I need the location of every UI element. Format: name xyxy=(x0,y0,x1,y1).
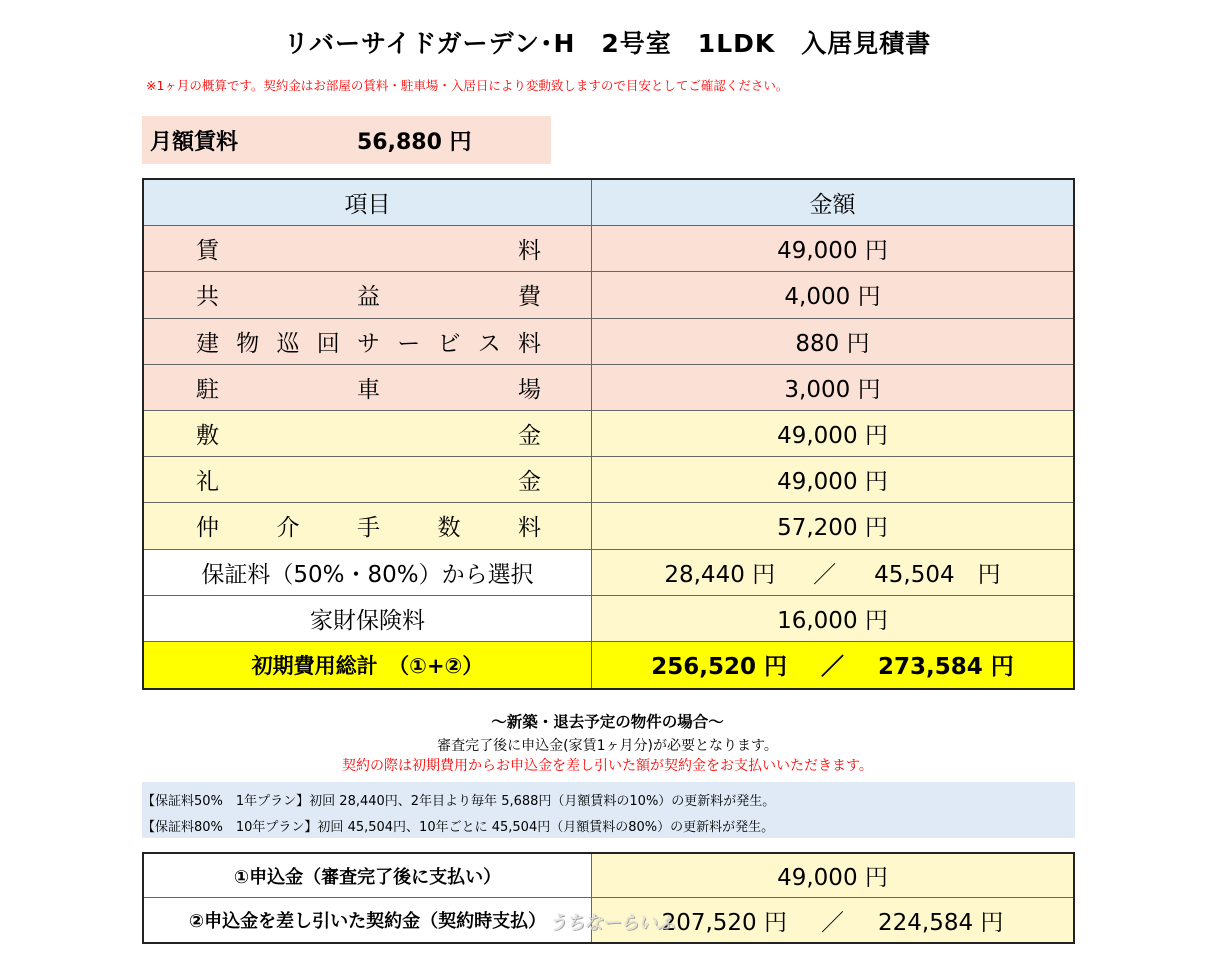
item-label: 共 益 費 xyxy=(144,272,592,317)
guarantee-label: 保証料（50%・80%）から選択 xyxy=(144,550,592,595)
item-label: 駐 車 場 xyxy=(144,365,592,410)
total-label: 初期費用総計 （①+②） xyxy=(144,642,592,688)
monthly-rent-label: 月額賃料 xyxy=(150,129,239,155)
item-amount: 3,000 円 xyxy=(784,376,881,403)
item-amount: 880 円 xyxy=(795,330,870,357)
table-row xyxy=(144,411,1073,457)
guarantee-amounts xyxy=(592,550,1073,595)
deposit-amount: 49,000 円 xyxy=(592,854,1073,897)
total-amount-80: 273,584 円 xyxy=(878,654,1014,681)
header-amount: 金額 xyxy=(809,192,856,219)
guarantee-plans-box xyxy=(142,782,1075,838)
monthly-rent-box xyxy=(142,116,551,164)
deposit-label: ①申込金（審査完了後に支払い） xyxy=(144,854,592,897)
total-row xyxy=(144,642,1073,688)
table-row xyxy=(144,319,1073,365)
item-amount: 57,200 円 xyxy=(777,515,888,542)
insurance-amount: 16,000 円 xyxy=(592,596,1073,641)
monthly-rent-value: 56,880 円 xyxy=(357,129,472,155)
amount-separator: ／ xyxy=(821,909,844,936)
table-row xyxy=(144,503,1073,549)
contract-amount-50: 207,520 円 xyxy=(661,909,787,936)
cost-table xyxy=(142,178,1075,690)
item-label: 敷 金 xyxy=(144,411,592,456)
total-amounts xyxy=(592,642,1073,688)
table-row xyxy=(144,226,1073,272)
new-build-note: 審査完了後に申込金(家賃1ヶ月分)が必要となります。 xyxy=(437,738,778,754)
total-amount-50: 256,520 円 xyxy=(651,654,787,681)
item-amount: 49,000 円 xyxy=(777,238,888,265)
item-amount: 49,000 円 xyxy=(777,469,888,496)
item-label: 仲 介 手 数 料 xyxy=(144,503,592,548)
document-title: リバーサイドガーデン･H 2号室 1LDK 入居見積書 xyxy=(283,29,932,58)
guarantee-amount-50: 28,440 円 xyxy=(664,561,776,588)
new-build-warning: 契約の際は初期費用からお申込金を差し引いた額が契約金をお支払いいただきます。 xyxy=(342,758,873,774)
guarantee-amount-80: 45,504 円 xyxy=(874,561,1001,588)
item-amount: 4,000 円 xyxy=(784,284,881,311)
table-row xyxy=(144,365,1073,411)
item-label: 礼 金 xyxy=(144,457,592,502)
new-build-heading: ～新築・退去予定の物件の場合～ xyxy=(491,713,724,731)
header-item: 項目 xyxy=(144,180,592,225)
plan-80: 【保証料80% 10年プラン】初回 45,504円、10年ごとに 45,504円（月額賃料の80%）の更新料が発生。 xyxy=(142,820,775,835)
plan-50: 【保証料50% 1年プラン】初回 28,440円、2年目より毎年 5,688円（月額賃料の10%）の更新料が発生。 xyxy=(142,794,776,809)
table-row xyxy=(144,457,1073,503)
amount-separator: ／ xyxy=(813,561,837,588)
insurance-label: 家財保険料 xyxy=(144,596,592,641)
item-amount: 49,000 円 xyxy=(777,423,888,450)
item-label: 賃 料 xyxy=(144,226,592,271)
amount-separator: ／ xyxy=(821,654,844,681)
payment-row xyxy=(144,854,1073,898)
estimate-note: ※1ヶ月の概算です。契約金はお部屋の賃料・駐車場・入居日により変動致しますので目安としてご確認ください。 xyxy=(146,78,789,93)
guarantee-row xyxy=(144,550,1073,596)
item-label: 建 物 巡 回 サ ー ビ ス 料 xyxy=(144,319,592,364)
table-header xyxy=(144,180,1073,226)
contract-label: ②申込金を差し引いた契約金（契約時支払） xyxy=(144,898,592,942)
table-row xyxy=(144,272,1073,318)
contract-amount-80: 224,584 円 xyxy=(878,909,1004,936)
insurance-row xyxy=(144,596,1073,642)
watermark: うちなーらいふ xyxy=(548,912,675,934)
